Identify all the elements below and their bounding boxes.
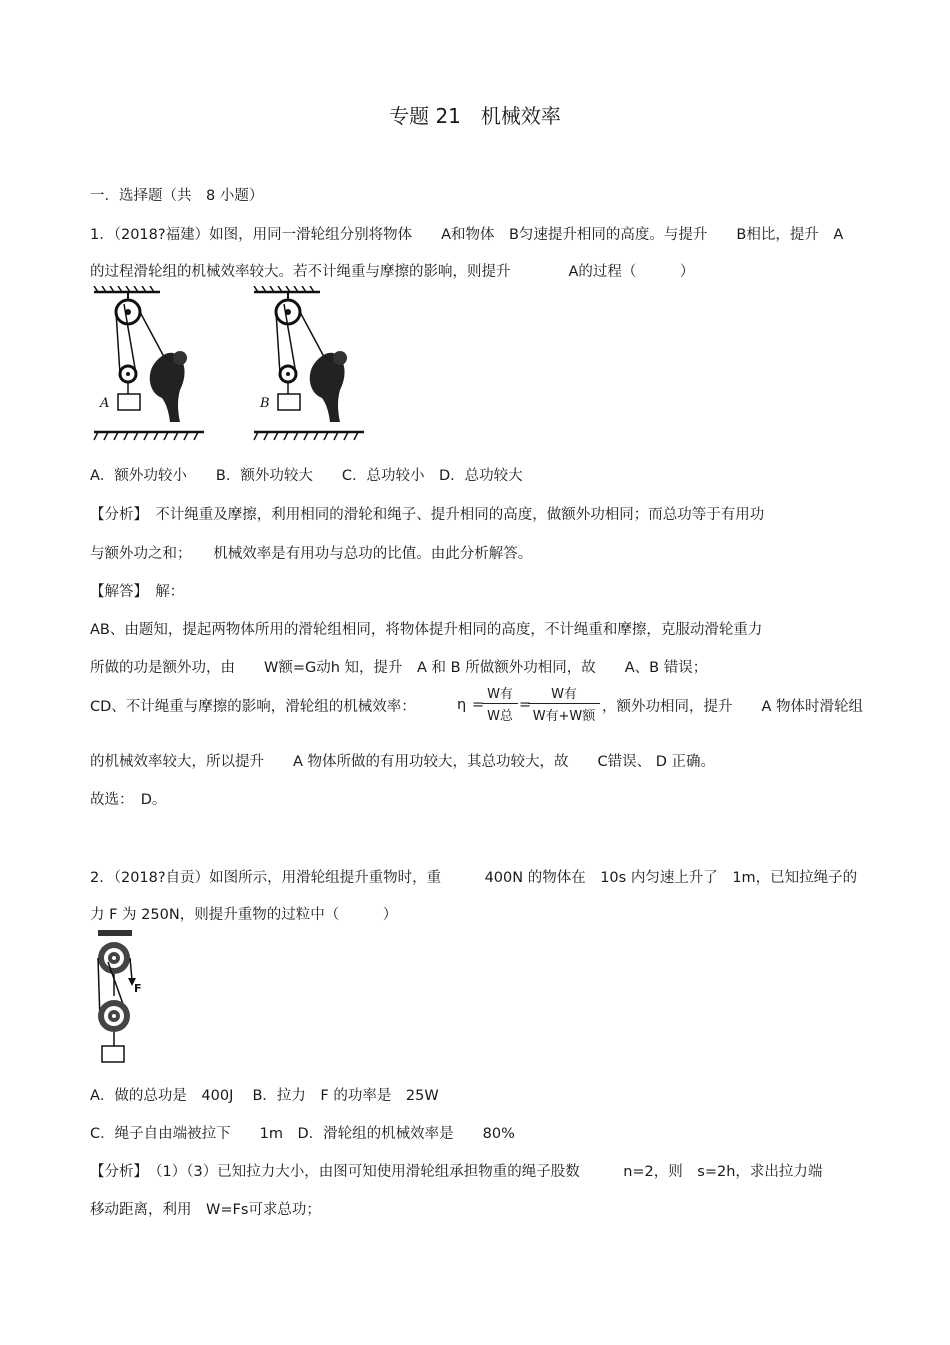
- fraction-useful-over-sum: [528, 683, 600, 724]
- q1-final-choice: 故选： D。: [90, 792, 167, 808]
- fraction-useful-over-total: [482, 683, 518, 724]
- q1-answer-cd-line2: 的机械效率较大，所以提升 A 物体所做的有用功较大，其总功较大，故 C错误、 D 正确。: [90, 754, 716, 770]
- q2-options-line1: A．做的总功是 400J B．拉力 F 的功率是 25W: [90, 1088, 439, 1104]
- q1-figure-a: [92, 286, 217, 446]
- section-heading: 一．选择题（共 8 小题）: [90, 188, 264, 204]
- efficiency-symbol: η: [457, 697, 467, 713]
- q2-analysis-line2: 移动距离，利用 W=Fs可求总功；: [90, 1202, 321, 1218]
- q2-force-label: F: [134, 982, 142, 995]
- fraction-2-denominator: W有+W额: [532, 709, 596, 724]
- q1-analysis-line2: 与额外功之和； 机械效率是有用功与总功的比值。由此分析解答。: [90, 546, 533, 562]
- q2-pulley-figure: [92, 928, 152, 1066]
- q2-options-line2: C．绳子自由端被拉下 1m D．滑轮组的机械效率是 80%: [90, 1126, 515, 1142]
- fraction-2-numerator: W有: [528, 683, 600, 704]
- fraction-1-numerator: W有: [482, 683, 518, 704]
- q2-stem-line2: 力 F 为 250N，则提升重物的过粒中（ ）: [90, 907, 398, 923]
- q1-answer-cd-line1-suffix: ，额外功相同，提升 A 物体时滑轮组: [602, 699, 864, 715]
- q2-stem-line1: 2．（2018?自贡）如图所示，用滑轮组提升重物时，重 400N 的物体在 10s 内匀速上升了 1m，已知拉绳子的: [90, 870, 858, 886]
- equals-sign-2: =: [519, 697, 532, 713]
- fraction-1-denominator: W总: [487, 709, 513, 724]
- q1-answer-heading: 【解答】 解：: [90, 584, 185, 600]
- q2-analysis-line1: 【分析】 （1）（3）已知拉力大小，由图可知使用滑轮组承担物重的绳子股数 n=2，则 s=2h，求出拉力端: [90, 1164, 823, 1180]
- q1-figure-b: [252, 286, 377, 446]
- q1-analysis-line1: 【分析】 不计绳重及摩擦，利用相同的滑轮和绳子、提升相同的高度，做额外功相同；而总功等于有用功: [90, 507, 765, 523]
- q1-fig-a-label: A: [100, 396, 110, 411]
- q1-answer-ab-line1: AB、由题知，提起两物体所用的滑轮组相同，将物体提升相同的高度，不计绳重和摩擦，克服动滑轮重力: [90, 622, 763, 638]
- page-title: 专题 21 机械效率: [389, 104, 561, 128]
- q1-stem-line1: 1．（2018?福建）如图，用同一滑轮组分别将物体 A和物体 B匀速提升相同的高度。与提升 B相比，提升 A: [90, 227, 844, 243]
- q1-options: A．额外功较小 B．额外功较大 C．总功较小 D．总功较大: [90, 468, 523, 484]
- q1-answer-cd-line1-prefix: CD、不计绳重与摩擦的影响，滑轮组的机械效率：: [90, 699, 416, 715]
- q1-stem-line2: 的过程滑轮组的机械效率较大。若不计绳重与摩擦的影响，则提升 A的过程（ ）: [90, 264, 695, 280]
- q1-fig-b-label: B: [260, 396, 270, 411]
- q1-answer-ab-line2: 所做的功是额外功，由 W额=G动h 知，提升 A 和 B 所做额外功相同，故 A、B 错误；: [90, 660, 708, 676]
- equals-sign-1: =: [472, 697, 485, 713]
